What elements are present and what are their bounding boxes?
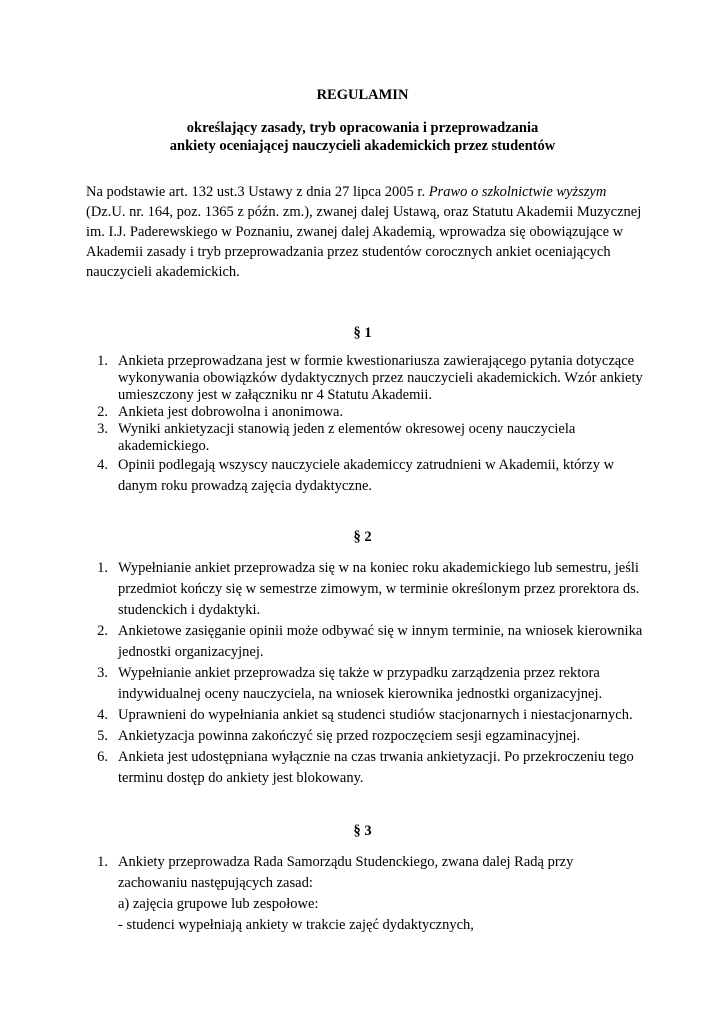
sub-item-dash: - studenci wypełniają ankiety w trakcie zajęć dydaktycznych, <box>118 917 474 933</box>
item-text: Wypełnianie ankiet przeprowadza się w na koniec roku akademickiego lub semestru, jeśli przedmiot kończy się w semestrze zimowym, w terminie określonym przez prorektora ds. studenckich i dydaktyki. <box>118 560 640 618</box>
section-1-heading: § 1 <box>353 325 372 341</box>
item-number: 3. <box>97 421 108 437</box>
item-number: 1. <box>97 560 108 576</box>
item-number: 2. <box>97 623 108 639</box>
section-1-list <box>86 353 646 497</box>
document-subtitle-line2: ankiety oceniającej nauczycieli akademickich przez studentów <box>169 138 556 154</box>
document-title: REGULAMIN <box>316 87 409 103</box>
item-text: Ankiety przeprowadza Rada Samorządu Studenckiego, zwana dalej Radą przy zachowaniu następujących zasad: <box>118 854 574 891</box>
item-text: Wyniki ankietyzacji stanowią jeden z elementów okresowej oceny nauczyciela akademickiego. <box>118 421 576 454</box>
item-number: 1. <box>97 353 108 369</box>
intro-law-title: Prawo o szkolnictwie wyższym <box>428 184 607 200</box>
item-number: 4. <box>97 707 108 723</box>
list-item <box>86 621 646 663</box>
item-text: Opinii podlegają wszyscy nauczyciele akademiccy zatrudnieni w Akademii, którzy w danym roku prowadzą zajęcia dydaktyczne. <box>118 457 615 494</box>
item-text: Uprawnieni do wypełniania ankiet są studenci studiów stacjonarnych i niestacjonarnych. <box>118 707 633 723</box>
item-text: Ankieta przeprowadzana jest w formie kwestionariusza zawierającego pytania dotyczące wykonywania obowiązków dydaktycznych przez nauczycieli akademickich. Wzór ankiety umieszczony jest w załączniku nr 4 Statutu Akademii. <box>118 353 643 403</box>
sub-item-a: a) zajęcia grupowe lub zespołowe: <box>118 896 319 912</box>
item-number: 5. <box>97 728 108 744</box>
section-3-heading: § 3 <box>353 823 372 839</box>
item-number: 1. <box>97 854 108 870</box>
section-2-heading: § 2 <box>353 529 372 545</box>
list-item <box>86 558 646 621</box>
item-number: 2. <box>97 404 108 420</box>
section-3-list <box>86 852 646 936</box>
item-text: Ankieta jest dobrowolna i anonimowa. <box>118 404 344 420</box>
item-text: Ankietyzacja powinna zakończyć się przed rozpoczęciem sesji egzaminacyjnej. <box>118 728 581 744</box>
list-item <box>86 421 646 455</box>
section-2-list <box>86 558 646 789</box>
intro-text-before: Na podstawie art. 132 ust.3 Ustawy z dnia 27 lipca 2005 r. <box>86 184 429 200</box>
intro-text-after: (Dz.U. nr. 164, poz. 1365 z późn. zm.), zwanej dalej Ustawą, oraz Statutu Akademii Muzycznej im. I.J. Paderewskiego w Poznaniu, zwanej dalej Akademią, wprowadza się obowiązujące w Akademii zasady i tryb przeprowadzania przez studentów corocznych ankiet oceniających nauczycieli akademickich. <box>86 204 642 280</box>
list-item <box>86 404 646 421</box>
list-item <box>86 726 646 747</box>
item-text: Ankietowe zasięganie opinii może odbywać się w innym terminie, na wniosek kierownika jednostki organizacyjnej. <box>118 623 643 660</box>
list-item <box>86 663 646 705</box>
list-item <box>86 353 646 404</box>
item-text: Ankieta jest udostępniana wyłącznie na czas trwania ankietyzacji. Po przekroczeniu tego terminu dostęp do ankiety jest blokowany. <box>118 749 634 786</box>
list-item <box>86 852 646 936</box>
item-number: 4. <box>97 457 108 473</box>
intro-paragraph <box>86 182 646 282</box>
list-item <box>86 455 646 497</box>
item-number: 3. <box>97 665 108 681</box>
item-number: 6. <box>97 749 108 765</box>
item-text: Wypełnianie ankiet przeprowadza się także w przypadku zarządzenia przez rektora indywidualnej oceny nauczyciela, na wniosek kierownika jednostki organizacyjnej. <box>118 665 603 702</box>
document-subtitle-line1: określający zasady, tryb opracowania i przeprowadzania <box>186 120 539 136</box>
list-item <box>86 705 646 726</box>
list-item <box>86 747 646 789</box>
